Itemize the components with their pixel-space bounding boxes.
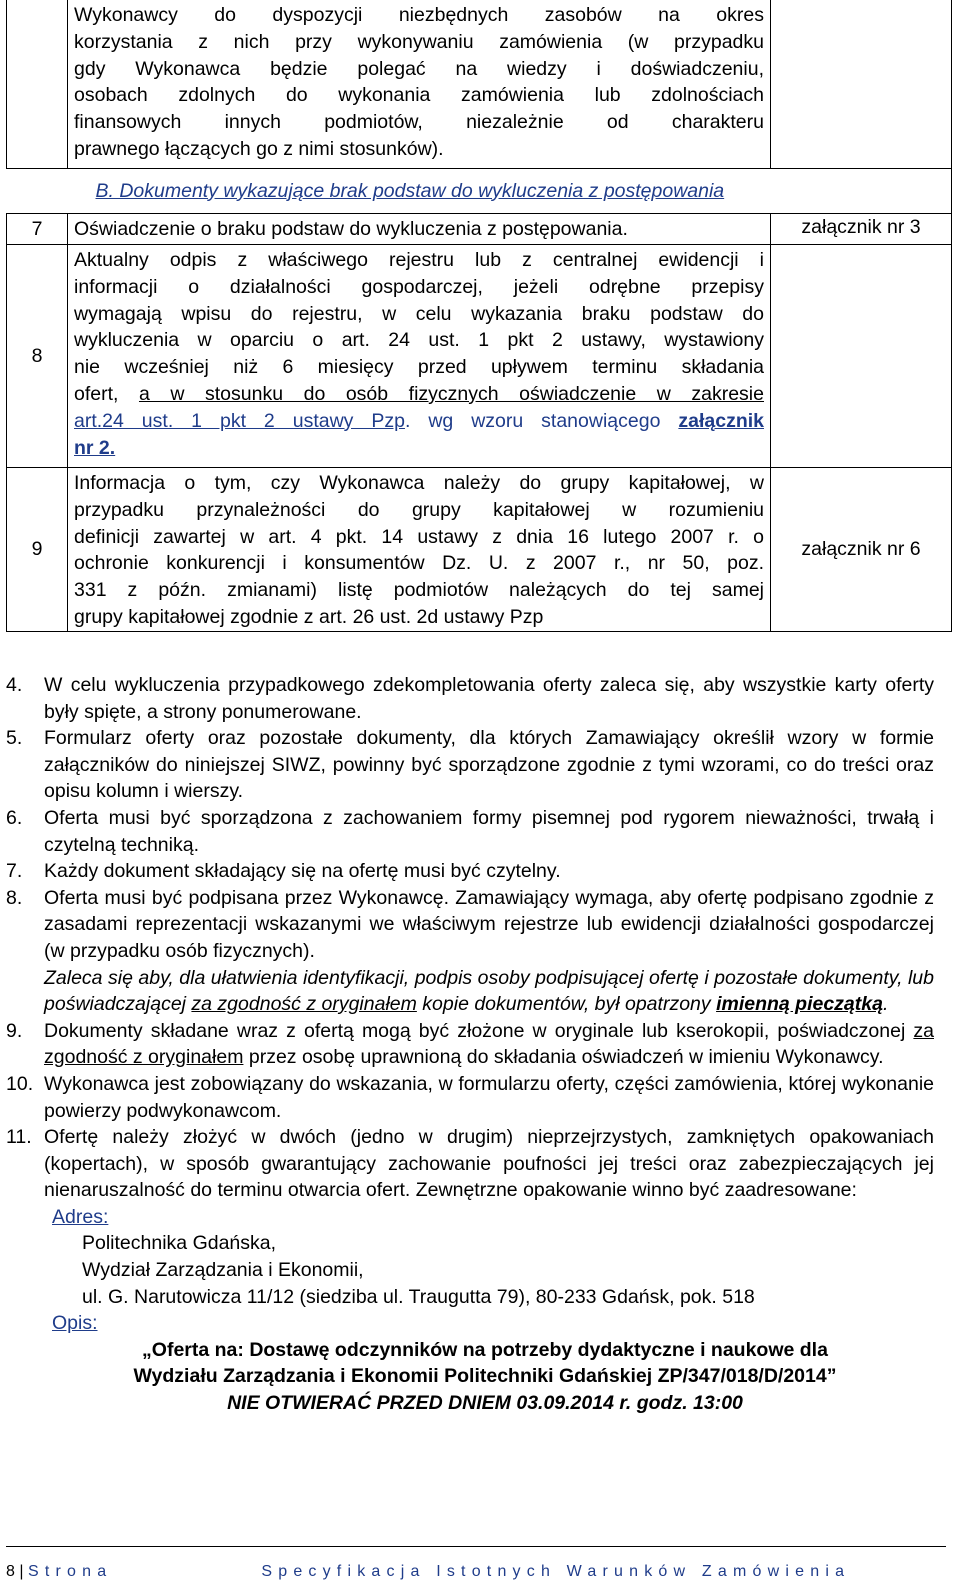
instructions-list: [6, 672, 934, 1417]
footer-page-label: Strona: [27, 1563, 113, 1580]
row-number: 8: [7, 245, 68, 468]
row-attachment-empty: [771, 245, 952, 468]
address-label: Adres:: [52, 1205, 109, 1228]
page-footer: [6, 1546, 946, 1581]
do-not-open-notice: NIE OTWIERAĆ PRZED DNIEM 03.09.2014 r. godz. 13:00: [227, 1392, 743, 1415]
list-item: 7. Każdy dokument składający się na ofertę musi być czytelny.: [6, 860, 561, 883]
row-number: 7: [7, 214, 68, 245]
table-section-row: [7, 169, 952, 214]
row-attachment-empty: [771, 0, 952, 169]
section-num-empty: [7, 169, 68, 214]
list-item: 11. Ofertę należy złożyć w dwóch (jedno w drugim) nieprzejrzystych, zamkniętych opakowaniach (kopertach), w sposób gwarantujący zachowanie poufności jej treści oraz zabezpieczających jej nienaruszalność do terminu otwarcia ofert. Zewnętrzne opakowanie winno być zaadresowane:: [6, 1126, 934, 1202]
footer-document-title: Specyfikacja Istotnych Warunków Zamówienia: [261, 1563, 851, 1580]
list-item: 10. Wykonawca jest zobowiązany do wskazania, w formularzu oferty, części zamówienia, której wykonanie powierzy podwykonawcom.: [6, 1072, 934, 1122]
footer-separator: |: [14, 1563, 28, 1580]
table-row-9: [7, 468, 952, 632]
list-item: 4. W celu wykluczenia przypadkowego zdekompletowania oferty zaleca się, aby wszystkie karty oferty były spięte, a strony ponumerowane.: [6, 674, 934, 723]
table-row-7: [7, 214, 952, 245]
list-item: 6. Oferta musi być sporządzona z zachowaniem formy pisemnej pod rygorem nieważności, trwałą i czytelną techniką.: [6, 806, 934, 856]
row-text: Oświadczenie o braku podstaw do wykluczenia z postępowania.: [68, 214, 771, 245]
page-number: 8: [6, 1563, 15, 1580]
description-label: Opis:: [52, 1312, 98, 1335]
offer-title-line: Wydziału Zarządzania i Ekonomii Politechniki Gdańskiej ZP/347/018/D/2014”: [133, 1365, 837, 1388]
address-line: ul. G. Narutowicza 11/12 (siedziba ul. Traugutta 79), 80-233 Gdańsk, pok. 518: [82, 1285, 755, 1308]
row-attachment: załącznik nr 6: [771, 468, 952, 632]
row-text: Wykonawcy do dyspozycji niezbędnych zasobów na okres korzystania z nich przy wykonywaniu zamówienia (w przypadku gdy Wykonawca będzie polegać na wiedzy i doświadczeniu, osobach zdolnych do wykonania zamówienia lub zdolnościach finansowych innych podmiotów, niezależnie od charakteru prawnego łączących go z nimi stosunków).: [68, 0, 771, 169]
offer-title-line: „Oferta na: Dostawę odczynników na potrzeby dydaktyczne i naukowe dla: [142, 1338, 828, 1361]
list-item: 8. Oferta musi być podpisana przez Wykonawcę. Zamawiający wymaga, aby ofertę podpisano zgodnie z zasadami reprezentacji wskazanymi we właściwym rejestrze lub ewidencji działalności gospodarczej (w przypadku osób fizycznych). Zaleca się aby, dla ułatwienia identyfikacji, podpis osoby podpisującej ofertę i pozostałe dokumenty, lub poświadczającej za zgodność z oryginałem kopie dokumentów, był opatrzony imienną pieczątką.: [6, 886, 934, 1016]
list-item: 9. Dokumenty składane wraz z ofertą mogą być złożone w oryginale lub kserokopii, poświadczonej za zgodność z oryginałem przez osobę uprawnioną do składania oświadczeń w imieniu Wykonawcy.: [6, 1019, 934, 1069]
row-number: 9: [7, 468, 68, 632]
documents-table: [6, 0, 952, 632]
section-b-heading: B. Dokumenty wykazujące brak podstaw do wykluczenia z postępowania: [68, 169, 952, 214]
table-row-8: [7, 245, 952, 468]
row-number-empty: [7, 0, 68, 169]
table-row: [7, 0, 952, 169]
row-text: Aktualny odpis z właściwego rejestru lub z centralnej ewidencji i informacji o działalności gospodarczej, jeżeli odrębne przepisy wymagają wpisu do rejestru, w celu wykazania braku podstaw do wykluczenia w oparciu o art. 24 ust. 1 pkt 2 ustawy, wystawiony nie wcześniej niż 6 miesięcy przed upływem terminu składania ofert, a w stosunku do osób fizycznych oświadczenie w zakresie art.24 ust. 1 pkt 2 ustawy Pzp. wg wzoru stanowiącego załącznik nr 2.: [68, 245, 771, 468]
address-line: Wydział Zarządzania i Ekonomii,: [82, 1259, 364, 1282]
list-item: 5. Formularz oferty oraz pozostałe dokumenty, dla których Zamawiający określił wzory w formie załączników do niniejszej SIWZ, powinny być sporządzone zgodnie z tymi wzorami, co do treści oraz opisu kolumn i wierszy.: [6, 727, 934, 803]
row-text: Informacja o tym, czy Wykonawca należy do grupy kapitałowej, w przypadku przynależności do grupy kapitałowej w rozumieniu definicji zawartej w art. 4 pkt. 14 ustawy z dnia 16 lutego 2007 r. o ochronie konkurencji i konsumentów Dz. U. z 2007 r., nr 50, poz. 331 z późn. zmianami) listę podmiotów należących do tej samej grupy kapitałowej zgodnie z art. 26 ust. 2d ustawy Pzp: [68, 468, 771, 632]
row-attachment: załącznik nr 3: [771, 214, 952, 245]
address-line: Politechnika Gdańska,: [82, 1232, 277, 1255]
